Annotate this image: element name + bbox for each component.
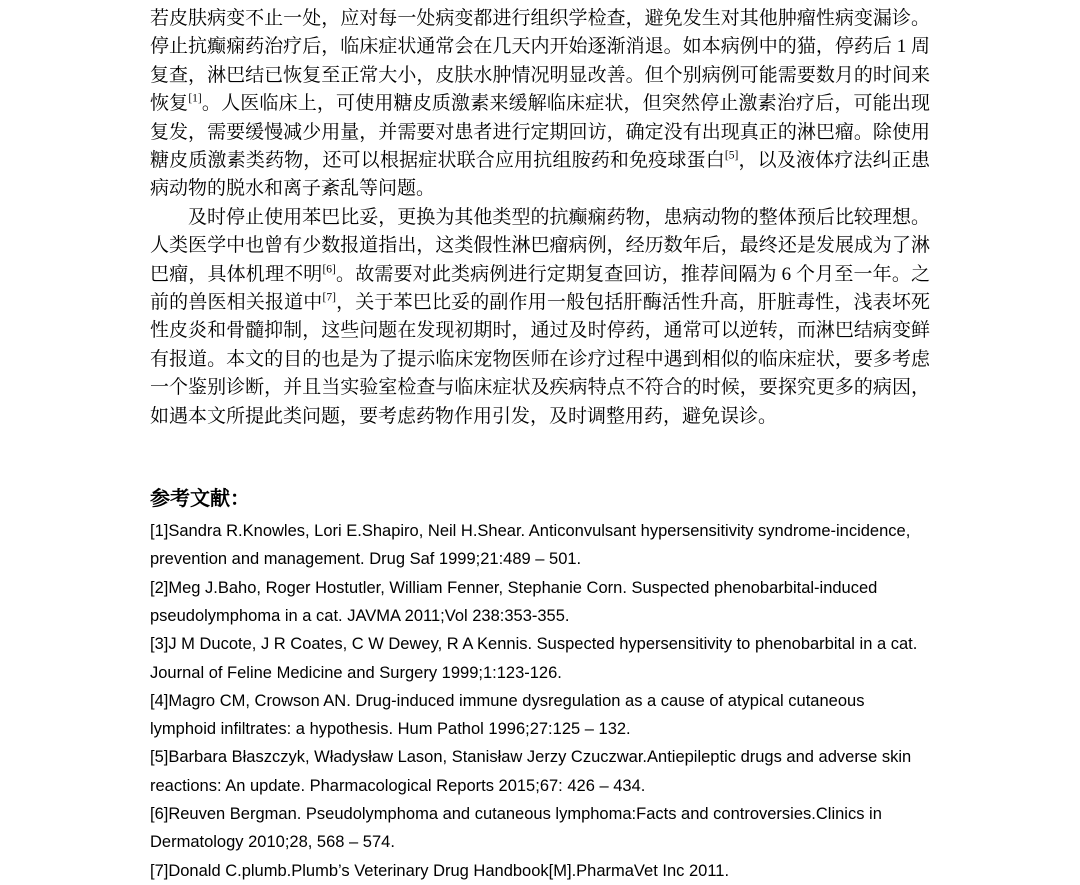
paragraph-2-text-2: 。故需要对此类病例进行定期复查回访，推荐间隔为 6 个月至一年。之前的兽医相关报道中 [150, 263, 930, 314]
references-heading: 参考文献： [150, 488, 250, 511]
paragraph-1-text-1: 若皮肤病变不止一处，应对每一处病变都进行组织学检查，避免发生对其他肿瘤性病变漏诊。停止抗癫痫药治疗后，临床症状通常会在几天内开始逐渐消退。如本病例中的猫，停药后 1 周复查，淋巴结已恢复至正常大小，皮肤水肿情况明显改善。但个别病例可能需要数月的时间来恢复 [150, 8, 930, 115]
paragraph-1-text-3: ，以及液体疗法纠正患病动物的脱水和离子紊乱等问题。 [150, 150, 930, 200]
body-paragraph-2 [150, 204, 930, 431]
citation-superscript-6: [6] [322, 263, 336, 276]
reference-item-4: [4]Magro CM, Crowson AN. Drug-induced immune dysregulation as a cause of atypical cutaneous lymphoid infiltrates: a hypothesis. Hum Pathol 1996;27:125 – 132. [150, 691, 865, 739]
citation-superscript-7: [7] [322, 291, 336, 304]
paragraph-2-text-3: ，关于苯巴比妥的副作用一般包括肝酶活性升高，肝脏毒性，浅表坏死性皮炎和骨髓抑制，这些问题在发现初期时，通过及时停药，通常可以逆转，而淋巴结病变鲜有报道。本文的目的也是为了提示临床宠物医师在诊疗过程中遇到相似的临床症状，要多考虑一个鉴别诊断，并且当实验室检查与临床症状及疾病特点不符合的时候，要探究更多的病因，如遇本文所提此类问题，要考虑药物作用引发，及时调整用药，避免误诊。 [150, 292, 930, 427]
reference-item-1: [1]Sandra R.Knowles, Lori E.Shapiro, Neil H.Shear. Anticonvulsant hypersensitivity syndrome-incidence, prevention and management. Drug Saf 1999;21:489 – 501. [150, 522, 911, 569]
reference-item-5: [5]Barbara Błaszczyk, Władysław Lason, Stanisław Jerzy Czuczwar.Antiepileptic drugs and adverse skin reactions: An update. Pharmacological Reports 2015;67: 426 – 434. [150, 748, 912, 795]
citation-superscript-5: [5] [724, 149, 739, 162]
paragraph-2-text-1: 及时停止使用苯巴比妥，更换为其他类型的抗癫痫药物，患病动物的整体预后比较理想。人类医学中也曾有少数报道指出，这类假性淋巴瘤病例，经历数年后，最终还是发展成为了淋巴瘤，具体机理不明 [150, 206, 930, 285]
references-list [150, 517, 930, 885]
reference-item-2: [2]Meg J.Baho, Roger Hostutler, William Fenner, Stephanie Corn. Suspected phenobarbital-induced pseudolymphoma in a cat. JAVMA 2011;Vol 238:353-355. [150, 578, 878, 625]
citation-superscript-1: [1] [188, 92, 202, 105]
reference-item-6: [6]Reuven Bergman. Pseudolymphoma and cutaneous lymphoma:Facts and controversies.Clinics in Dermatology 2010;28, 568 – 574. [150, 805, 882, 852]
body-paragraph-1 [150, 5, 930, 204]
reference-item-7: [7]Donald C.plumb.Plumb’s Veterinary Drug Handbook[M].PharmaVet Inc 2011. [150, 861, 730, 880]
paragraph-1-text-2: 。人医临床上，可使用糖皮质激素来缓解临床症状，但突然停止激素治疗后，可能出现复发，需要缓慢减少用量，并需要对患者进行定期回访，确定没有出现真正的淋巴瘤。除使用糖皮质激素类药物，还可以根据症状联合应用抗组胺药和免疫球蛋白 [150, 93, 930, 172]
reference-item-3: [3]J M Ducote, J R Coates, C W Dewey, R A Kennis. Suspected hypersensitivity to phenobarbital in a cat. Journal of Feline Medicine and Surgery 1999;1:123-126. [150, 635, 918, 682]
